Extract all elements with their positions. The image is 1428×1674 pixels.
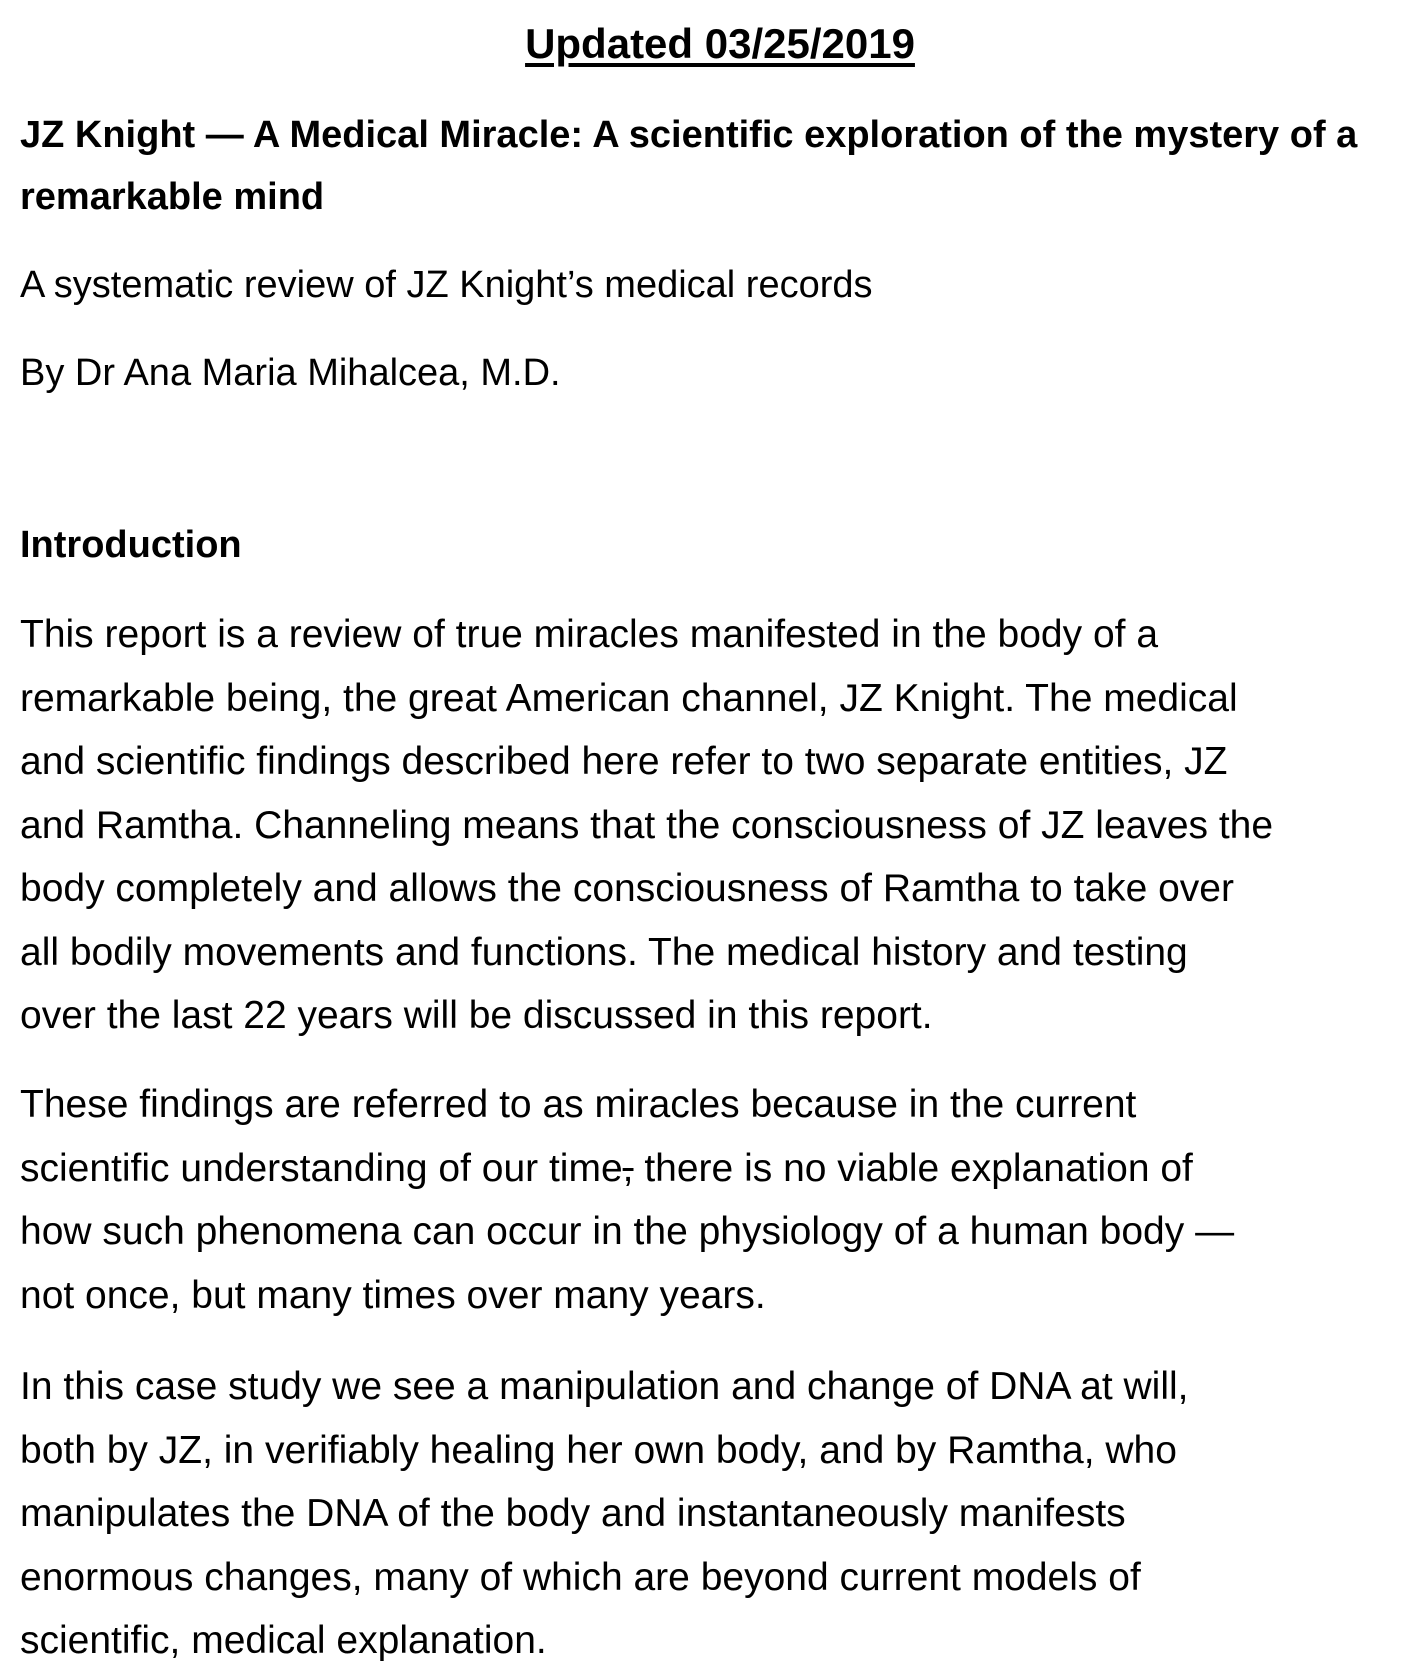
paragraph-line: This report is a review of true miracles manifested in the body of a	[20, 613, 1159, 656]
paragraph-line: body completely and allows the consciousness of Ramtha to take over	[20, 867, 1234, 910]
paragraph-line: These findings are referred to as miracles because in the current	[20, 1083, 1137, 1126]
paragraph-line: scientific, medical explanation.	[20, 1619, 547, 1662]
paragraph-line: both by JZ, in verifiably healing her own body, and by Ramtha, who	[20, 1428, 1177, 1472]
paragraph-text: scientific understanding of our time	[20, 1146, 623, 1190]
paragraph-line: manipulates the DNA of the body and instantaneously manifests	[20, 1492, 1126, 1535]
paragraph-line: all bodily movements and functions. The medical history and testing	[20, 930, 1188, 974]
author-byline: By Dr Ana Maria Mihalcea, M.D.	[20, 352, 561, 394]
paragraph-line: In this case study we see a manipulation and change of DNA at will,	[20, 1365, 1189, 1408]
paragraph-line: how such phenomena can occur in the physiology of a human body —	[20, 1210, 1235, 1253]
struck-comma: ,	[622, 1146, 634, 1190]
paragraph-line: enormous changes, many of which are beyond current models of	[20, 1555, 1141, 1599]
paragraph-1	[20, 603, 1420, 1048]
paragraph-2	[20, 1073, 1420, 1327]
document-title: JZ Knight — A Medical Miracle: A scientific exploration of the mystery of a remarkable mind	[20, 114, 1358, 218]
paragraph-line: remarkable being, the great American channel, JZ Knight. The medical	[20, 676, 1238, 720]
paragraph-3	[20, 1355, 1420, 1673]
updated-date-heading: Updated 03/25/2019	[525, 20, 915, 67]
section-heading-introduction: Introduction	[20, 524, 242, 566]
paragraph-line: and Ramtha. Channeling means that the consciousness of JZ leaves the	[20, 803, 1274, 847]
paragraph-line: over the last 22 years will be discussed in this report.	[20, 994, 933, 1037]
paragraph-line	[20, 1137, 1420, 1201]
paragraph-text: there is no viable explanation of	[633, 1146, 1193, 1190]
paragraph-line: and scientific findings described here refer to two separate entities, JZ	[20, 740, 1228, 783]
paragraph-line: not once, but many times over many years.	[20, 1273, 766, 1317]
document-subtitle: A systematic review of JZ Knight’s medical records	[20, 264, 873, 306]
